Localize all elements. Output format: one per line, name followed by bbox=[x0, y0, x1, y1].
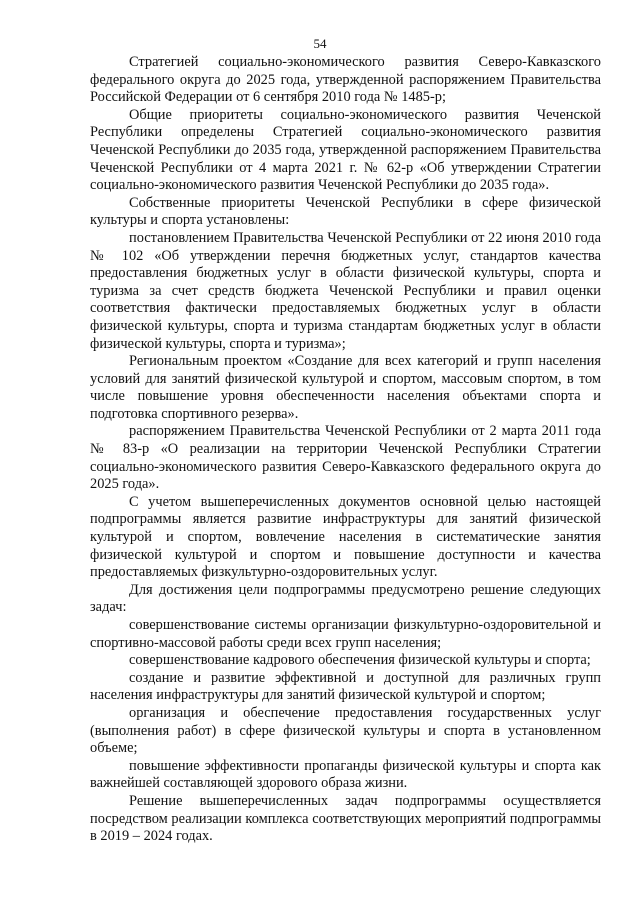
paragraph: постановлением Правительства Чеченской Республики от 22 июня 2010 года № 102 «Об утверждении перечня бюджетных услуг, стандартов качества предоставления бюджетных услуг в области физической культуры, спорта и туризма за счет средств бюджета Чеченской Республики и правил оценки соответствия фактически предоставляемых бюджетных услуг в области физической культуры, спорта и туризма стандартам бюджетных услуг в области физической культуры, спорта и туризма»; bbox=[90, 229, 601, 352]
list-item: организация и обеспечение предоставления государственных услуг (выполнения работ) в сфере физической культуры и спорта в установленном объеме; bbox=[90, 704, 601, 757]
list-item: повышение эффективности пропаганды физической культуры и спорта как важнейшей составляющей здорового образа жизни. bbox=[90, 757, 601, 792]
paragraph: Стратегией социально-экономического развития Северо-Кавказского федерального округа до 2025 года, утвержденной распоряжением Правительства Российской Федерации от 6 сентября 2010 года № 1485-р; bbox=[90, 54, 601, 106]
paragraph: Общие приоритеты социально-экономического развития Чеченской Республики определены Стратегией социально-экономического развития Чеченской Республики до 2035 года, утвержденной распоряжением Правительства Чеченской Республики от 4 марта 2021 г. № 62-р «Об утверждении Стратегии социально-экономического развития Чеченской Республики до 2035 года». bbox=[90, 106, 601, 194]
document-body bbox=[90, 54, 601, 846]
paragraph: Для достижения цели подпрограммы предусмотрено решение следующих задач: bbox=[90, 581, 601, 616]
paragraph: С учетом вышеперечисленных документов основной целью настоящей подпрограммы является развитие инфраструктуры для занятий физической культурой и спортом, вовлечение населения в систематические занятия физической культурой и спортом и повышение доступности и качества предоставляемых физкультурно-оздоровительных услуг. bbox=[90, 493, 601, 581]
page-number: 54 bbox=[313, 36, 327, 51]
list-item: совершенствование системы организации физкультурно-оздоровительной и спортивно-массовой работы среди всех групп населения; bbox=[90, 617, 601, 651]
paragraph: Региональным проектом «Создание для всех категорий и групп населения условий для занятий физической культурой и спортом, массовым спортом, в том числе повышение уровня обеспеченности населения объектами спорта и подготовка спортивного резерва». bbox=[90, 353, 601, 422]
list-item: создание и развитие эффективной и доступной для различных групп населения инфраструктуры для занятий физической культурой и спортом; bbox=[90, 669, 601, 704]
list-item: совершенствование кадрового обеспечения физической культуры и спорта; bbox=[129, 652, 591, 669]
paragraph: распоряжением Правительства Чеченской Республики от 2 марта 2011 года № 83-р «О реализации на территории Чеченской Республики Стратегии социально-экономического развития Северо-Кавказского федерального округа до 2025 года». bbox=[90, 423, 601, 493]
paragraph: Решение вышеперечисленных задач подпрограммы осуществляется посредством реализации комплекса соответствующих мероприятий подпрограммы в 2019 – 2024 годах. bbox=[90, 792, 601, 845]
paragraph: Собственные приоритеты Чеченской Республики в сфере физической культуры и спорта установлены: bbox=[90, 194, 601, 229]
